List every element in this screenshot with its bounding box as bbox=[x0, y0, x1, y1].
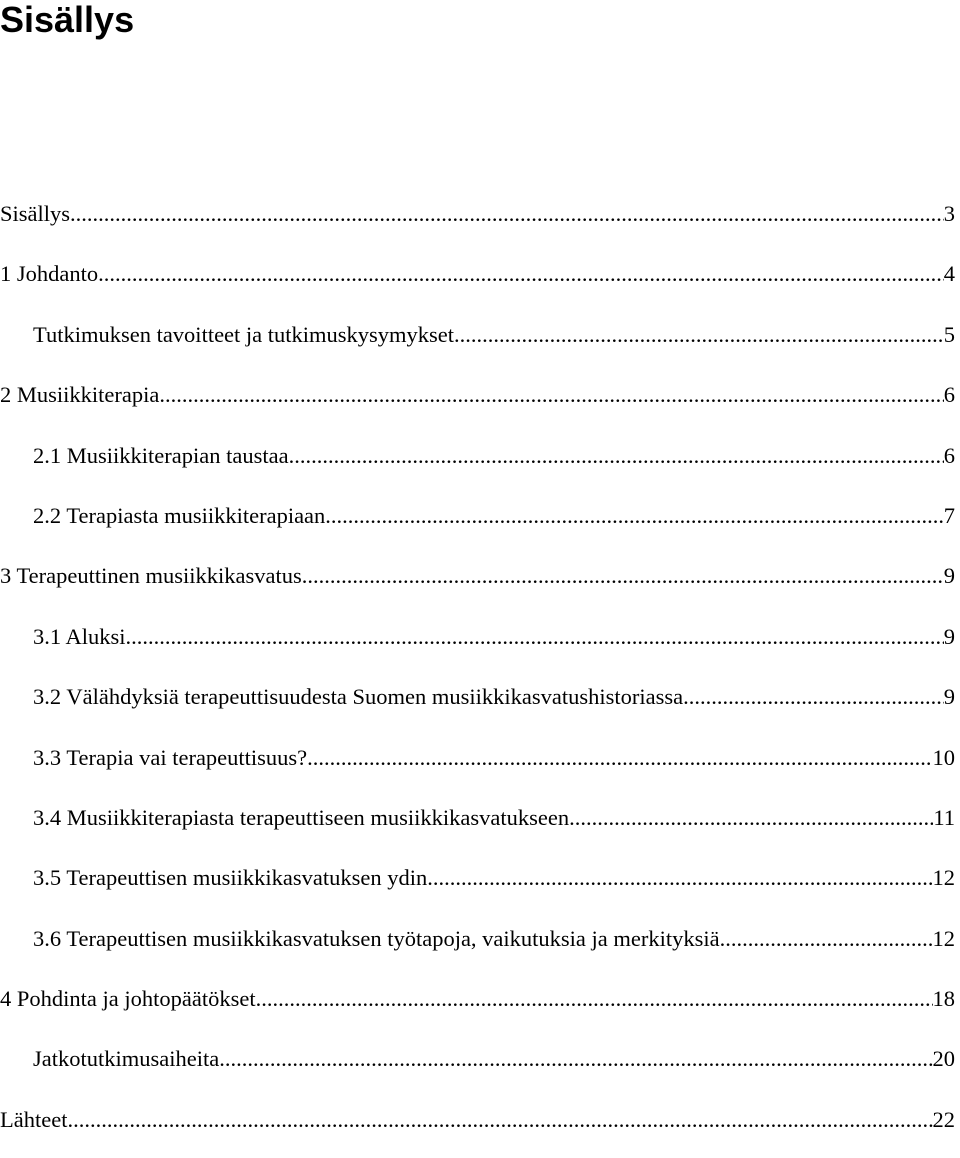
toc-dot-leader bbox=[289, 434, 944, 478]
toc-page-number: 6 bbox=[943, 382, 955, 408]
toc-page-number: 10 bbox=[932, 744, 955, 770]
toc-entry-text: 2.1 Musiikkiterapian taustaa bbox=[33, 442, 289, 468]
toc-entry-johdanto[interactable] bbox=[0, 252, 955, 312]
toc-dot-leader bbox=[70, 192, 944, 236]
toc-page-number: 12 bbox=[932, 925, 955, 951]
page-title: Sisällys bbox=[0, 0, 135, 40]
toc-dot-leader bbox=[325, 494, 943, 538]
toc-entry-pohdinta[interactable] bbox=[0, 977, 955, 1037]
toc-page-number: 7 bbox=[943, 502, 955, 528]
toc-entry-text: Tutkimuksen tavoitteet ja tutkimuskysymykset bbox=[33, 321, 455, 347]
toc-dot-leader bbox=[67, 1098, 932, 1142]
toc-page-number: 4 bbox=[943, 261, 955, 287]
toc-page-number: 5 bbox=[943, 321, 955, 347]
toc-entry-3-5[interactable] bbox=[0, 856, 955, 916]
toc-entry-text: 2.2 Terapiasta musiikkiterapiaan bbox=[33, 502, 326, 528]
toc-page-number: 18 bbox=[932, 986, 955, 1012]
toc-dot-leader bbox=[454, 313, 944, 357]
toc-entry-tutkimuksen-tavoitteet[interactable] bbox=[0, 313, 955, 373]
toc-entry-text: 3.5 Terapeuttisen musiikkikasvatuksen ydin bbox=[33, 865, 428, 891]
toc-dot-leader bbox=[219, 1037, 932, 1081]
toc-page-number: 20 bbox=[932, 1046, 955, 1072]
toc-entry-3-6[interactable] bbox=[0, 917, 955, 977]
toc-dot-leader bbox=[302, 554, 944, 598]
toc-dot-leader bbox=[683, 675, 944, 719]
toc-dot-leader bbox=[256, 977, 933, 1021]
toc-entry-text: Lähteet bbox=[0, 1106, 68, 1132]
toc-dot-leader bbox=[720, 917, 933, 961]
toc-entry-text: 3.1 Aluksi bbox=[33, 623, 126, 649]
toc-entry-text: 3 Terapeuttinen musiikkikasvatus bbox=[0, 563, 302, 589]
toc-entry-jatkotutkimusaiheita[interactable] bbox=[0, 1037, 955, 1097]
toc-entry-3-1[interactable] bbox=[0, 615, 955, 675]
toc-entry-terapeuttinen-musiikkikasvatus[interactable] bbox=[0, 554, 955, 614]
toc-page-number: 11 bbox=[933, 804, 955, 830]
toc-page-number: 6 bbox=[943, 442, 955, 468]
toc-dot-leader bbox=[427, 856, 932, 900]
toc-entry-2-2[interactable] bbox=[0, 494, 955, 554]
toc-page-number: 12 bbox=[932, 865, 955, 891]
toc-entry-3-2[interactable] bbox=[0, 675, 955, 735]
toc-dot-leader bbox=[98, 252, 944, 296]
toc-page-number: 9 bbox=[943, 563, 955, 589]
toc-dot-leader bbox=[569, 796, 933, 840]
toc-dot-leader bbox=[307, 736, 932, 780]
toc-entry-3-3[interactable] bbox=[0, 736, 955, 796]
toc-entry-text: 3.3 Terapia vai terapeuttisuus? bbox=[33, 744, 308, 770]
toc-dot-leader bbox=[126, 615, 944, 659]
toc-page-number: 22 bbox=[932, 1106, 955, 1132]
toc-entry-text: 1 Johdanto bbox=[0, 261, 99, 287]
toc-page-number: 9 bbox=[943, 623, 955, 649]
toc-page-number: 9 bbox=[943, 684, 955, 710]
toc-dot-leader bbox=[159, 373, 943, 417]
toc-entry-lahteet[interactable] bbox=[0, 1098, 955, 1158]
toc-entry-text: 4 Pohdinta ja johtopäätökset bbox=[0, 986, 256, 1012]
toc-page-number: 3 bbox=[943, 201, 955, 226]
table-of-contents bbox=[0, 192, 955, 1158]
toc-entry-musiikkiterapia[interactable] bbox=[0, 373, 955, 433]
toc-entry-text: 3.4 Musiikkiterapiasta terapeuttiseen musiikkikasvatukseen bbox=[33, 804, 570, 830]
toc-entry-2-1[interactable] bbox=[0, 434, 955, 494]
toc-entry-text: 2 Musiikkiterapia bbox=[0, 382, 160, 408]
toc-entry-text: 3.2 Välähdyksiä terapeuttisuudesta Suomen musiikkikasvatushistoriassa bbox=[33, 684, 684, 710]
toc-entry-text: Sisällys bbox=[0, 201, 71, 226]
toc-entry-text: Jatkotutkimusaiheita bbox=[33, 1046, 220, 1072]
toc-entry-text: 3.6 Terapeuttisen musiikkikasvatuksen työtapoja, vaikutuksia ja merkityksiä bbox=[33, 925, 720, 951]
toc-entry-3-4[interactable] bbox=[0, 796, 955, 856]
toc-entry-sisallys[interactable] bbox=[0, 192, 955, 252]
